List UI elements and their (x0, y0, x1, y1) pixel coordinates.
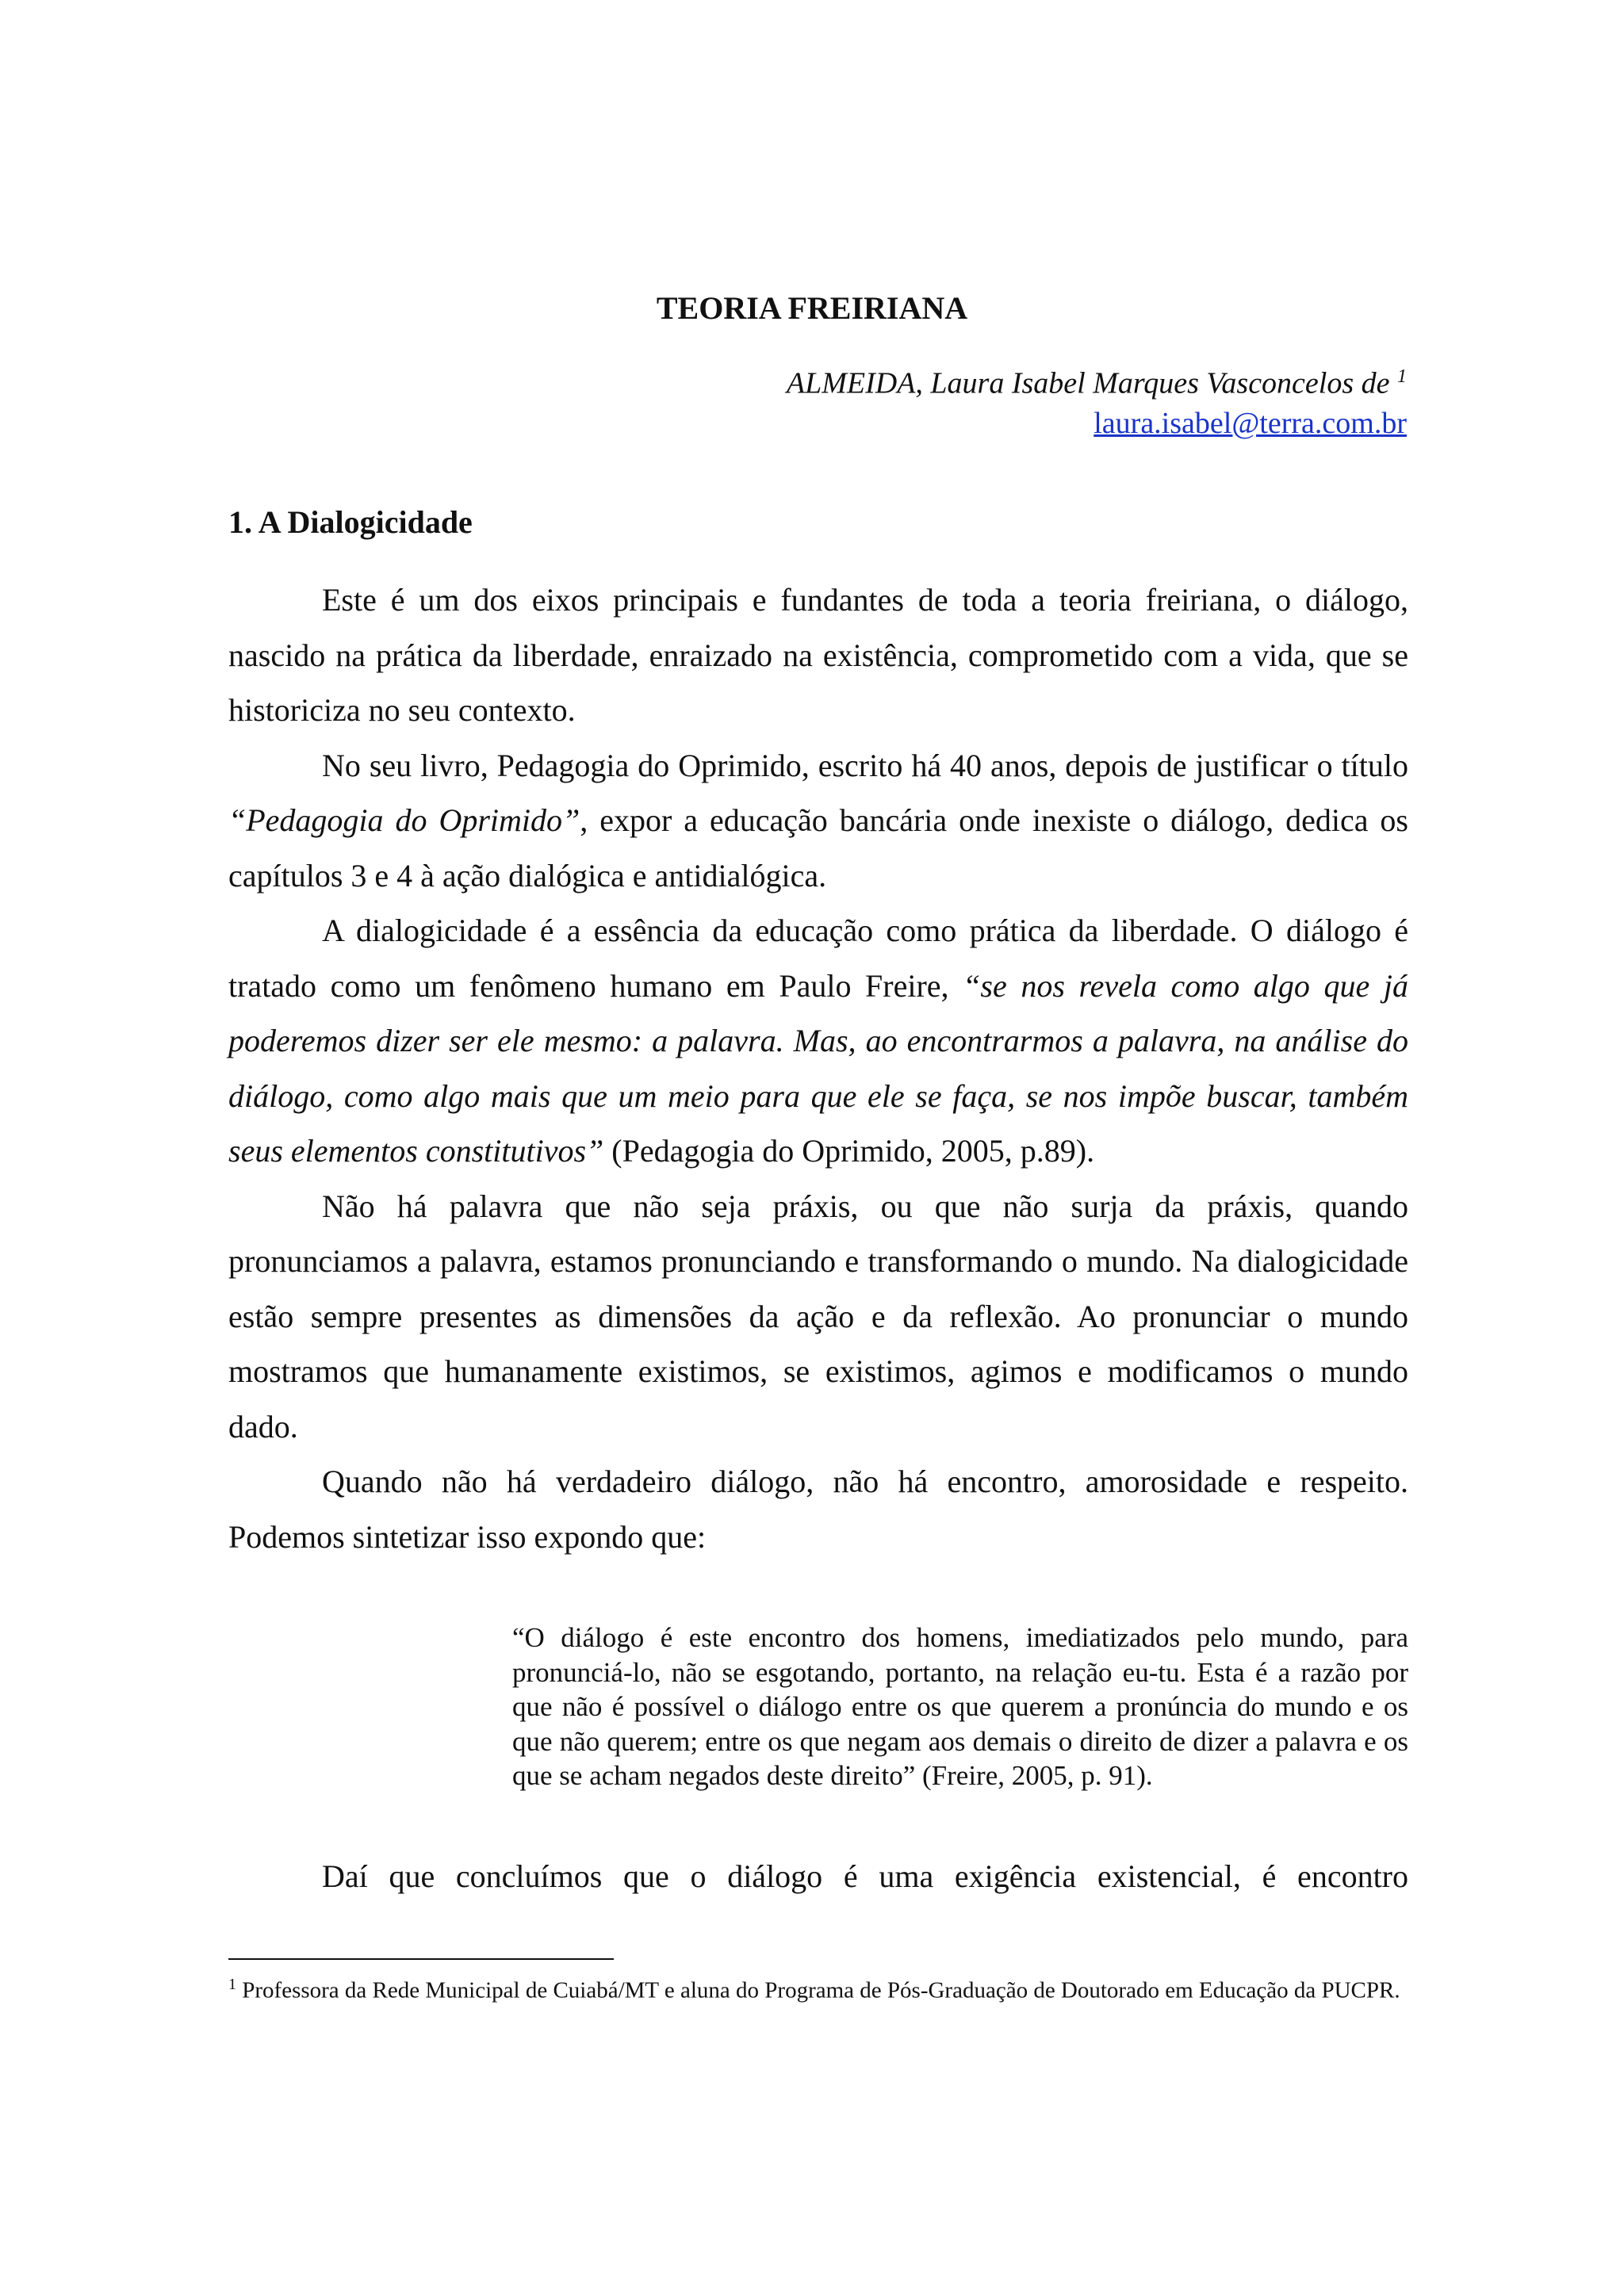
author-footnote-mark[interactable]: 1 (1397, 366, 1407, 387)
paragraph-2-text-a: No seu livro, Pedagogia do Oprimido, escrito há 40 anos, depois de justificar o título (322, 747, 1408, 783)
paragraph-4: Não há palavra que não seja práxis, ou que não surja da práxis, quando pronunciamos a palavra, estamos pronunciando e transformando o mundo. Na dialogicidade estão sempre presentes as dimensões da ação e da reflexão. Ao pronunciar o mundo mostramos que humanamente existimos, se existimos, agimos e modificamos o mundo dado. (228, 1188, 1408, 1445)
author-block (787, 357, 1407, 443)
paragraph-2 (228, 738, 1408, 904)
paragraph-5: Quando não há verdadeiro diálogo, não há encontro, amorosidade e respeito. Podemos sintetizar isso expondo que: (228, 1464, 1408, 1555)
final-paragraph: Daí que concluímos que o diálogo é uma exigência existencial, é encontro (322, 1858, 1408, 1894)
author-name-text: ALMEIDA, Laura Isabel Marques Vasconcelos de (786, 366, 1390, 400)
body-text (228, 572, 1408, 1564)
paragraph-3 (228, 903, 1408, 1179)
author-name (787, 357, 1407, 404)
block-quote: “O diálogo é este encontro dos homens, imediatizados pelo mundo, para pronunciá-lo, não se esgotando, portanto, na relação eu-tu. Esta é a razão por que não é possível o diálogo entre os que querem a pronúncia do mundo e os que não querem; entre os que negam aos demais o direito de dizer a palavra e os que se acham negados deste direito” (Freire, 2005, p. 91). (512, 1622, 1408, 1791)
paragraph-3-text-a: A dialogicidade é a essência da educação como prática da liberdade. O diálogo é tratado como um fenômeno humano em Paulo Freire, (228, 913, 1408, 1004)
author-email-link[interactable]: laura.isabel@terra.com.br (1094, 406, 1407, 440)
paragraph-3-quote-italic: “se nos revela como algo que já poderemos dizer ser ele mesmo: a palavra. Mas, ao encontrarmos a palavra, na análise do diálogo, como algo mais que um meio para que ele se faça, se nos impõe buscar, também seus elementos constitutivos” (228, 967, 1408, 1169)
footnote-mark: 1 (228, 1976, 236, 1993)
footnote (228, 1969, 1408, 2006)
section-title: 1. A Dialogicidade (228, 504, 473, 540)
paragraph-3-text-b: (Pedagogia do Oprimido, 2005, p.89). (603, 1133, 1095, 1169)
document-title: TEORIA FREIRIANA (656, 290, 968, 326)
paragraph-1: Este é um dos eixos principais e fundantes de toda a teoria freiriana, o diálogo, nascido na prática da liberdade, enraizado na existência, comprometido com a vida, que se historiciza no seu contexto. (228, 582, 1408, 728)
paragraph-2-text-b: , expor a educação bancária onde inexiste o diálogo, dedica os capítulos 3 e 4 à ação dialógica e antidialógica. (228, 802, 1409, 894)
footnote-text: Professora da Rede Municipal de Cuiabá/MT e aluna do Programa de Pós-Graduação de Doutorado em Educação da PUCPR. (242, 1977, 1400, 2003)
paragraph-2-italic: “Pedagogia do Oprimido” (228, 802, 580, 838)
footnote-divider (228, 1958, 614, 1960)
